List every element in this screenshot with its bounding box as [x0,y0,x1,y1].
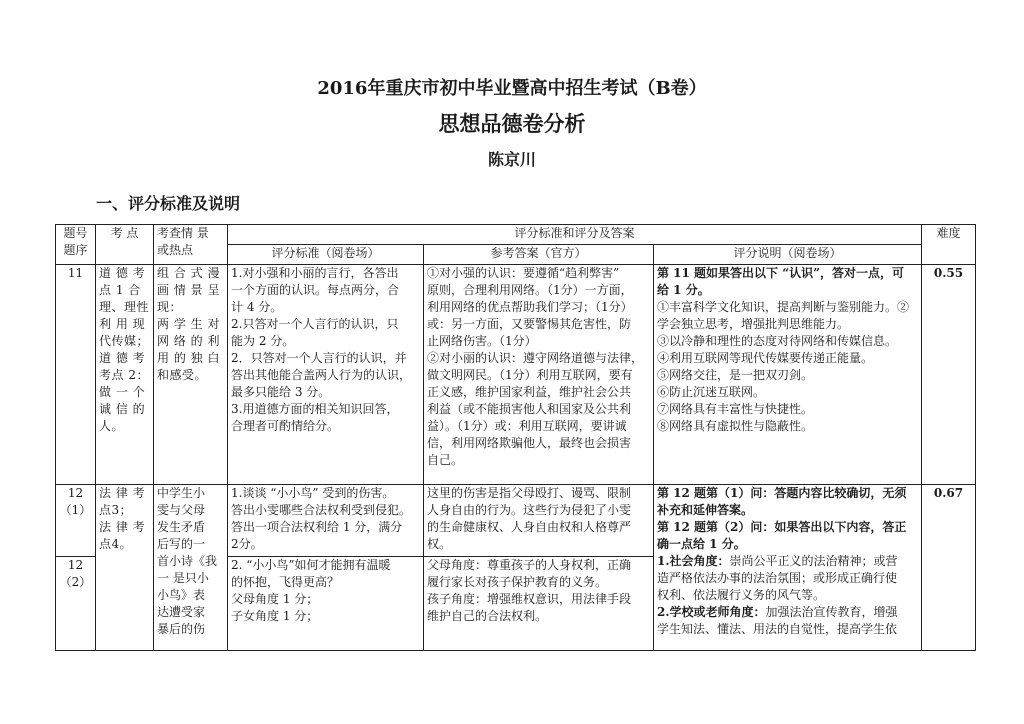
text-line: 中学生小 [157,486,206,500]
text-line: ④利用互联网等现代传媒要传递正能量。 [657,351,874,365]
text-line: ⑦网络具有丰富性与快捷性。 [657,402,814,416]
text-line: 后写的一 [157,537,206,551]
text-line: 给 1 分。 [657,283,710,297]
header-difficulty: 难度 [922,225,976,265]
text-line: 造严格依法办事的法治氛围；或形成正确行使 [657,571,898,585]
text-line: 画 情 景 呈 [157,283,220,297]
q12-context [154,485,228,651]
text-line: ③以冷静和理性的态度对待网络和传媒信息。 [657,334,898,348]
text-line: 父母角度 1 分； [231,592,319,606]
text-line: 自己。 [427,453,464,467]
text-line: 小鸟》表 [157,588,206,602]
text-line: 答出一项合法权利给 1 分，满分 [231,520,403,534]
document-subtitle: 思想品德卷分析 [438,111,586,136]
section-heading: 一、评分标准及说明 [96,194,241,213]
text-line: 点 1 合 [99,283,141,297]
q11-notes [654,265,922,485]
text-line: 原则，合理利用网络。（1分）一方面， [427,283,633,297]
document-title: 2016年重庆市初中毕业暨高中招生考试（B卷） [317,78,707,99]
text-line: 一 是只小 [157,571,209,585]
text-line: 道 德 考 [99,266,146,280]
text-line: 或：另一方面，又要警惕其危害性，防 [427,317,632,331]
text-line: 益）。（1分）或：利用互联网，要讲诚 [427,419,627,433]
text-line: 答出其他能合盖两人行为的认识， [231,368,412,382]
text-line: 利用网络的优点帮助我们学习；（1分） [427,300,633,314]
text-line: 点4。 [99,537,133,551]
text-line: ⑥防止沉迷互联网。 [657,385,766,399]
text-line: 网 络 的 利 [157,334,220,348]
text-line: 最多只能给 3 分。 [231,385,331,399]
text-line: 第 12 题第（1）问：答题内容比较确切，无须 [657,486,907,500]
text-line: 2分。 [231,537,263,551]
text-line: ⑤网络交往，是一把双刃剑。 [657,368,814,382]
q11-criteria [228,265,424,485]
text-line: 考点 2： [99,368,149,382]
text-line: 孩子角度：增强维权意识，用法律手段 [427,592,632,606]
q11-exam-point [96,265,154,485]
text-line: 利益（或不能损害他人和国家及公共利 [427,402,632,416]
text-line: 正义感，维护国家利益，维护社会公共 [427,385,632,399]
text-line: 补充和延伸答案。 [657,503,754,517]
text-line: 子女角度 1 分； [231,609,319,623]
text-line: 达遭受家 [157,605,206,619]
text-line: 学会独立思考，增强批判思维能力。 [657,317,850,331]
q12-1-answer [424,485,654,557]
text-line: 2. “小小鸟”如何才能拥有温暖 [231,558,391,572]
text-line: ①对小强的认识：要遵循“趋利弊害” [427,266,620,280]
table-row-q12-1 [56,485,976,557]
text-line: 学生知法、懂法、用法的自觉性，提高学生依 [657,622,898,636]
header-question-no: 题号 题序 [56,225,96,265]
text-line: 能为 2 分。 [231,334,295,348]
text-line: 计 4 分。 [231,300,283,314]
text-line: 确一点给 1 分。 [657,537,746,551]
q12-difficulty: 0.67 [922,485,976,651]
text-line: 做文明网民。（1分）利用互联网，要有 [427,368,633,382]
q12-2-criteria [228,557,424,651]
table-row-q11 [56,265,976,485]
q11-difficulty: 0.55 [922,265,976,485]
author-name: 陈京川 [487,150,536,169]
q12-notes [654,485,922,651]
header-exam-point: 考 点 [96,225,154,265]
text-line: 雯与父母 [157,503,206,517]
header-notes: 评分说明（阅卷场） [654,245,922,265]
text-line: 用 的 独 白 [157,351,220,365]
text-line: 2．只答对一个人言行的认识，并 [231,351,407,365]
text-line: 的怀抱，飞得更高？ [231,575,340,589]
text-line: 第 11 题如果答出以下 “认识”，答对一点，可 [657,266,905,280]
q11-number: 11 [56,265,96,485]
text-line: 这里的伤害是指父母殴打、谩骂、限制 [427,486,632,500]
text-line: 维护自己的合法权利。 [427,609,548,623]
text-line: 两 学 生 对 [157,317,220,331]
text-line: 履行家长对孩子保护教育的义务。 [427,575,608,589]
q12-2-number: 12 （2） [56,557,96,651]
text-line: ⑧网络具有虚拟性与隐蔽性。 [657,419,814,433]
text-line: 信，利用网络欺骗他人，最终也会损害 [427,436,632,450]
text-line: 1.社会角度：崇尚公平正义的法治精神；或营 [657,554,898,568]
header-answer: 参考答案（官方） [424,245,654,265]
text-line: 首小诗《我 [157,554,218,568]
grading-table [55,224,976,651]
text-line: 合理者可酌情给分。 [231,419,340,433]
text-line: 组 合 式 漫 [157,266,220,280]
q12-exam-point [96,485,154,651]
text-line: 的生命健康权、人身自由权和人格尊严 [427,520,632,534]
text-line: 诚 信 的 [99,402,146,416]
header-criteria: 评分标准（阅卷场） [228,245,424,265]
text-line: 1.谈谈 “小小鸟” 受到的伤害。 [231,486,395,500]
text-line: 3.用道德方面的相关知识回答， [231,402,399,416]
text-line: 法 律 考 [99,486,146,500]
text-line: 利 用 现 [99,317,146,331]
text-line: 代传媒； [99,334,150,348]
text-line: 做 一 个 [99,385,146,399]
text-line: 现： [157,300,183,314]
text-line: 和感受。 [157,368,208,382]
text-line: 1.对小强和小丽的言行，各答出 [231,266,399,280]
header-context: 考查情 景 或热点 [154,225,228,265]
text-line: 权。 [427,537,452,551]
text-line: 第 12 题第（2）问：如果答出以下内容，答正 [657,520,907,534]
text-line: 止网络伤害。（1分） [427,334,537,348]
text-line: 理、理性 [99,300,150,314]
text-line: 权利、依法履行义务的风气等。 [657,588,826,602]
text-line: 暴后的伤 [157,622,206,636]
q12-2-answer [424,557,654,651]
text-line: 法 律 考 [99,520,146,534]
text-line: 点3； [99,503,133,517]
header-scoring-group: 评分标准和评分及答案 [228,225,922,245]
text-line: 父母角度：尊重孩子的人身权利，正确 [427,558,632,572]
text-line: ②对小丽的认识：遵守网络道德与法律， [427,351,644,365]
q12-1-criteria [228,485,424,557]
text-line: 2.学校或老师角度：加强法治宣传教育，增强 [657,605,898,619]
text-line: 一个方面的认识。每点两分，合 [231,283,400,297]
q12-1-number: 12 （1） [56,485,96,557]
text-line: 人。 [99,419,125,433]
text-line: 2.只答对一个人言行的认识，只 [231,317,399,331]
text-line: 道 德 考 [99,351,146,365]
q11-answer [424,265,654,485]
q11-context [154,265,228,485]
text-line: 发生矛盾 [157,520,206,534]
text-line: ①丰富科学文化知识，提高判断与鉴别能力。② [657,300,910,314]
text-line: 人身自由的行为。这些行为侵犯了小雯 [427,503,632,517]
text-line: 答出小雯哪些合法权利受到侵犯。 [231,503,412,517]
